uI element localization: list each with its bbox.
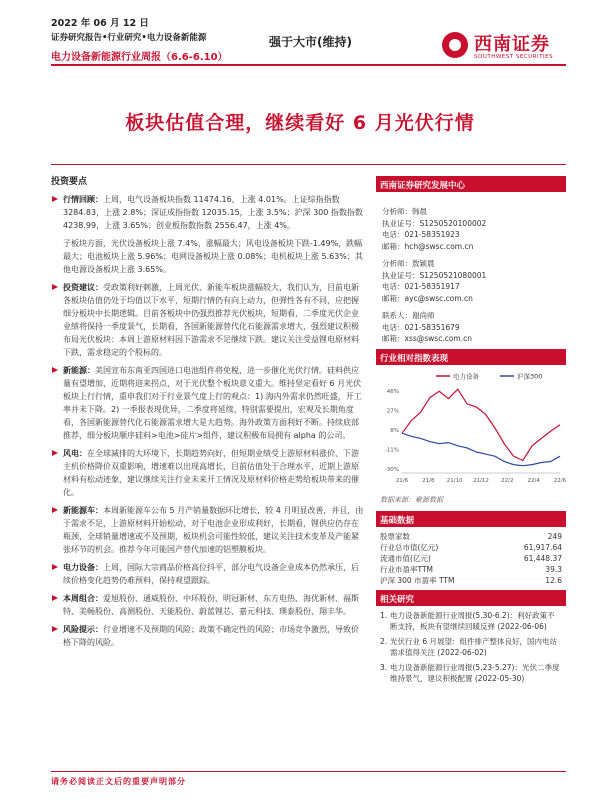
section-label: 新能源车： <box>63 506 103 515</box>
report-date: 2022 年 06 月 12 日 <box>51 18 149 29</box>
report-category: 证券研究报告•行业研究•电力设备新能源 <box>51 33 207 43</box>
bullet-icon <box>52 564 58 570</box>
analyst-email[interactable]: 邮箱：hch@swsc.com.cn <box>382 241 474 251</box>
section-text: 行业增速不及预期的风险；政策不确定性的风险；市场竞争激烈，导致价格下降的风险。 <box>63 625 359 647</box>
analyst-email[interactable]: 邮箱：ayc@swsc.com.cn <box>382 293 473 303</box>
analyst-name: 分析师：敖颖晨 <box>382 259 435 268</box>
relative-index-chart <box>376 369 566 489</box>
x-tick-label: 21/12 <box>473 477 489 484</box>
series-line <box>402 433 560 466</box>
data-row <box>376 575 566 586</box>
section-risk <box>51 623 366 649</box>
section-label: 风电： <box>63 449 87 458</box>
data-key: 行业总市值(亿元) <box>380 542 439 552</box>
report-number: 3. <box>380 662 388 672</box>
section-text: 上周，国际大宗商品价格高位抖平，部分电气设备企业成本仍然承压，后续价格变化趋势仍难预料，保持观望跟踪。 <box>63 563 359 585</box>
left-column <box>51 174 366 654</box>
chart-wrap <box>376 369 566 493</box>
report-subtitle: 电力设备新能源行业周报（6.6-6.10） <box>51 52 228 63</box>
analyst-block <box>382 310 560 345</box>
bullet-icon <box>52 367 58 373</box>
analyst-phone: 电话：021-58351923 <box>382 230 460 239</box>
x-tick-label: 22/4 <box>527 477 540 484</box>
rating: 强于大市(维持) <box>269 35 352 49</box>
section-text: 爱旭股份、通威股份、中环股份、明冠新材、东方电热、海优新材、福斯特、美畅股份、高测股份、天能股份、蔚蓝锂芯、嘉元科技、璞泰股份、翔丰华。 <box>63 594 359 616</box>
section-market-review <box>51 193 366 232</box>
section-ev <box>51 504 366 556</box>
section-label: 本周组合： <box>63 594 103 603</box>
section-text: 受政策利好刺激，上周光伏、新能车板块涨幅较大，我们认为，目前电新各板块估值仍处于均值以下水平，短期行情仍有向上动力，但弹性各有不同，应把握细分板块中长期逻辑。目前各板块中仍强烈推荐光伏板块，短期看，二季度光伏企业业绩将保持一季度景气，长期看，各国新能源替代化石能源需求增大，强烈建议积极布局光伏板块：本周上游原材料因下游需求不足继续下跌。建议关注受益锂电原材料下跌，需求稳定的个股标的。 <box>63 283 359 357</box>
section-label: 风险提示： <box>63 625 103 634</box>
section-subsector <box>51 237 366 276</box>
x-tick-label: 22/6 <box>553 477 566 484</box>
legend-label: 沪深300 <box>517 372 543 380</box>
data-key: 股票家数 <box>380 531 410 541</box>
footer-divider <box>51 771 566 772</box>
analyst-block <box>382 206 560 252</box>
series-line <box>402 389 560 460</box>
section-invest-advice <box>51 281 366 359</box>
y-tick-label: -11% <box>384 447 399 453</box>
data-value: 61,917.64 <box>523 542 562 552</box>
data-value: 61,448.37 <box>523 553 562 563</box>
section-label: 投资建议： <box>63 283 103 292</box>
right-column <box>376 176 566 692</box>
analyst-list <box>376 192 566 349</box>
reports-heading: 相关研究 <box>376 590 566 606</box>
section-text: 子板块方面，光伏设备板块上涨 7.4%，涨幅最大；风电设备板块下跌-1.49%，跌幅最大；电池板块上涨 5.96%；电网设备板块上涨 0.08%；电机板块上涨 5.63%；其他电源设备板块上涨 3.65%。 <box>63 239 363 274</box>
analyst-name: 分析师：韩晨 <box>382 207 427 216</box>
report-title: 光伏行业 6 月展望：组件排产整体良好，国内电站需求值得关注 (2022-06-02) <box>390 636 558 657</box>
data-key: 沪深 300 市盈率 TTM <box>380 575 455 585</box>
bullet-icon <box>52 626 58 632</box>
section-text: 上周，电气设备板块指数 11474.16，上涨 4.01%。上证综指指数 3284.83，上涨 2.8%；深证成指指数 12035.15，上涨 3.5%；沪深 300 指数指数 4238.99，上涨 3.65%；创业板指数指数 2556.47，上涨 4%。 <box>63 195 363 230</box>
x-tick-label: 21/8 <box>422 477 435 484</box>
bullet-icon <box>52 595 58 601</box>
chart-heading: 行业相对指数表现 <box>376 349 566 365</box>
report-link[interactable] <box>380 662 562 685</box>
report-link[interactable] <box>380 636 562 659</box>
bullet-icon <box>52 284 58 290</box>
analyst-block <box>382 258 560 304</box>
y-tick-label: -30% <box>384 466 399 473</box>
y-tick-label: 27% <box>386 408 399 414</box>
header-divider <box>51 64 566 66</box>
data-key: 流通市值(亿元) <box>380 553 431 563</box>
data-table <box>376 527 566 590</box>
report-link[interactable] <box>380 610 562 633</box>
bullet-icon <box>52 196 58 202</box>
section-wind <box>51 447 366 499</box>
invest-points-heading: 投资要点 <box>51 177 88 187</box>
bullet-icon <box>52 450 58 456</box>
section-label: 新能源： <box>63 366 95 375</box>
analyst-phone: 电话：021-58351679 <box>382 322 460 332</box>
x-tick-label: 22/2 <box>501 477 514 484</box>
page-title: 板块估值合理，继续看好 6 月光伏行情 <box>125 112 475 134</box>
section-text: 美国宣布东南亚四国进口电池组件将免税，进一步催化光伏行情。硅料供应量有望增加，近期将迎来拐点，对于光伏整个板块意义重大。维持坚定看好 6 月光伏板块上行行情，重申我们对于行业景气度上行的观点：1) 海内外需求仍然旺盛，开工率并未下降。2) 一季报表现优异，二季度将延续，特别需要提出，宏观及长期角度看，各国新能源替代化石能源需求增大是大趋势。海外政策方面利好不断。持续底部推荐，细分板块顺序硅料>电池>硅片>组件，建议积极布局拥有 alpha 的公司。 <box>63 366 362 440</box>
title-divider <box>51 164 566 165</box>
team-heading: 西南证券研究发展中心 <box>376 176 566 192</box>
data-value: 249 <box>547 531 562 541</box>
section-new-energy <box>51 364 366 442</box>
footer-disclaimer: 请务必阅读正文后的重要声明部分 <box>51 777 186 786</box>
y-tick-label: 46% <box>386 388 399 395</box>
section-text: 在全球减排的大环境下，长期趋势向好，但短期业绩受上游原材料涨价、下游主机价格降价双重影响，增速难以出现高增长，目前估值处于合理水平，近期上游原材料有松动迹象，建议继续关注行业未来开工情况及原材料价格走势给板块带来的催化。 <box>63 449 359 497</box>
data-key: 行业市盈率TTM <box>380 564 434 574</box>
section-label: 电力设备： <box>63 563 103 572</box>
data-row <box>376 564 566 575</box>
data-heading: 基础数据 <box>376 511 566 527</box>
analyst-cert: 执业证号：S1250520100002 <box>382 218 487 228</box>
section-portfolio <box>51 592 366 618</box>
analyst-email[interactable]: 邮箱：xss@swsc.com.cn <box>382 334 472 343</box>
analyst-phone: 电话：021-58351917 <box>382 282 460 291</box>
legend-label: 电力设备 <box>453 372 479 380</box>
section-power-equipment <box>51 561 366 587</box>
x-tick-label: 21/10 <box>446 477 463 484</box>
related-reports <box>376 606 566 692</box>
logo-mark-icon <box>442 32 468 58</box>
data-row <box>376 553 566 564</box>
data-row <box>376 542 566 553</box>
bullet-icon <box>52 507 58 513</box>
analyst-name: 联系人：谢尚师 <box>382 311 435 320</box>
section-text: 本周新能源车公布 5 月产销量数据环比增长，较 4 月明显改善，并且，由于需求不足，上游原材料开始松动，对于电池企业形成利好，长期看，锂供应仍存在瓶颈，全球销量增速或不及预期，板块机会可能性较低，建议关注技术变革及产能紧张环节的机会。推荐今年可能国产替代加速的铝塑膜板块。 <box>63 506 364 554</box>
y-tick-label: 8% <box>390 427 399 434</box>
report-title: 电力设备新能源行业周报(5.30-6.2)：利好政策不断支持，板块有望继续回暖反弹 (2022-06-06) <box>390 610 555 631</box>
data-value: 39.3 <box>545 564 562 574</box>
report-title: 电力设备新能源行业周报(5.23-5.27)：光伏二季度维持景气，建议积极配置 (2022-05-30) <box>390 662 560 683</box>
report-number: 2. <box>380 636 388 646</box>
data-row <box>376 531 566 542</box>
report-number: 1. <box>380 610 388 620</box>
section-label: 行情回顾： <box>63 195 103 204</box>
logo-text-cn: 西南证券 <box>474 34 550 55</box>
analyst-cert: 执业证号：S1250521080001 <box>382 270 487 280</box>
logo-text-en: SOUTHWEST SECURITIES <box>474 54 554 60</box>
x-tick-label: 21/6 <box>395 477 409 484</box>
chart-source: 数据来源：聚源数据 <box>380 495 443 504</box>
data-value: 12.6 <box>545 575 562 585</box>
